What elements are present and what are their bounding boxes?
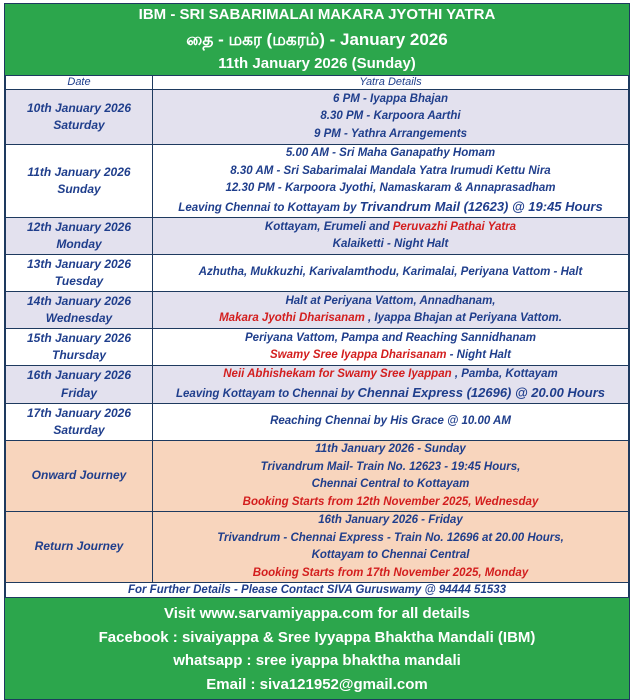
table-row-return-journey [6, 512, 629, 583]
return-journey-label: Return Journey [6, 512, 153, 583]
header-date: 11th January 2026 (Sunday) [218, 55, 416, 72]
row-date: 13th January 2026 Tuesday [6, 255, 153, 292]
table-row-onward-journey [6, 441, 629, 512]
header-banner [5, 4, 629, 75]
onward-journey-details: 11th January 2026 - Sunday Trivandrum Mail- Train No. 12623 - 19:45 Hours, Chennai Central to Kottayam Booking Starts from 12th November 2025, Wednesday [153, 441, 629, 512]
contact-row [6, 583, 629, 598]
return-journey-details: 16th January 2026 - Friday Trivandrum - Chennai Express - Train No. 12696 at 20.00 Hours, Kottayam to Chennai Central Booking Starts from 17th November 2025, Monday [153, 512, 629, 583]
header-title: IBM - SRI SABARIMALAI MAKARA JYOTHI YATRA [138, 6, 496, 23]
row-details: 6 PM - Iyappa Bhajan 8.30 PM - Karpoora Aarthi 9 PM - Yathra Arrangements [153, 90, 629, 145]
footer-facebook: Facebook : sivaiyappa & Sree Iyyappa Bhaktha Mandali (IBM) [98, 628, 536, 646]
table-row [6, 145, 629, 218]
column-header-details: Yatra Details [153, 76, 629, 90]
table-row [6, 255, 629, 292]
row-details: Periyana Vattom, Pampa and Reaching Sannidhanam Swamy Sree Iyappa Dharisanam - Night Halt [153, 329, 629, 366]
header-tamil-month: தை - மகர (மகரம்) - January 2026 [186, 30, 448, 49]
table-row [6, 404, 629, 441]
row-date: 14th January 2026 Wednesday [6, 292, 153, 329]
row-date: 11th January 2026 Sunday [6, 145, 153, 218]
table-row [6, 218, 629, 255]
column-header-row [6, 76, 629, 90]
row-details: Kottayam, Erumeli and Peruvazhi Pathai Yatra Kalaiketti - Night Halt [153, 218, 629, 255]
onward-journey-label: Onward Journey [6, 441, 153, 512]
table-row [6, 292, 629, 329]
row-date: 10th January 2026 Saturday [6, 90, 153, 145]
row-details: 5.00 AM - Sri Maha Ganapathy Homam 8.30 AM - Sri Sabarimalai Mandala Yatra Irumudi Kettu Nira 12.30 PM - Karpoora Jyothi, Namaskaram & Annaprasadham Leaving Chennai to Kottayam by Trivandrum Mail (12623) @ 19:45 Hours [153, 145, 629, 218]
column-header-date: Date [6, 76, 153, 90]
footer-banner [5, 598, 629, 699]
footer-email: Email : siva121952@gmail.com [206, 675, 428, 693]
table-row [6, 90, 629, 145]
footer-website: Visit www.sarvamiyappa.com for all details [164, 605, 470, 622]
row-details: Reaching Chennai by His Grace @ 10.00 AM [153, 404, 629, 441]
row-details: Azhutha, Mukkuzhi, Karivalamthodu, Karimalai, Periyana Vattom - Halt [153, 255, 629, 292]
row-details: Halt at Periyana Vattom, Annadhanam, Makara Jyothi Dharisanam , Iyappa Bhajan at Periyana Vattom. [153, 292, 629, 329]
footer-whatsapp: whatsapp : sree iyappa bhaktha mandali [173, 652, 461, 669]
row-details: Neii Abhishekam for Swamy Sree Iyappan , Pamba, Kottayam Leaving Kottayam to Chennai by Chennai Express (12696) @ 20.00 Hours [153, 366, 629, 404]
row-date: 15th January 2026 Thursday [6, 329, 153, 366]
row-date: 16th January 2026 Friday [6, 366, 153, 404]
yatra-schedule-sheet [4, 3, 630, 700]
table-row [6, 366, 629, 404]
row-date: 17th January 2026 Saturday [6, 404, 153, 441]
table-row [6, 329, 629, 366]
contact-text: For Further Details - Please Contact SIVA Guruswamy @ 94444 51533 [6, 583, 629, 598]
schedule-table [5, 75, 629, 598]
row-date: 12th January 2026 Monday [6, 218, 153, 255]
